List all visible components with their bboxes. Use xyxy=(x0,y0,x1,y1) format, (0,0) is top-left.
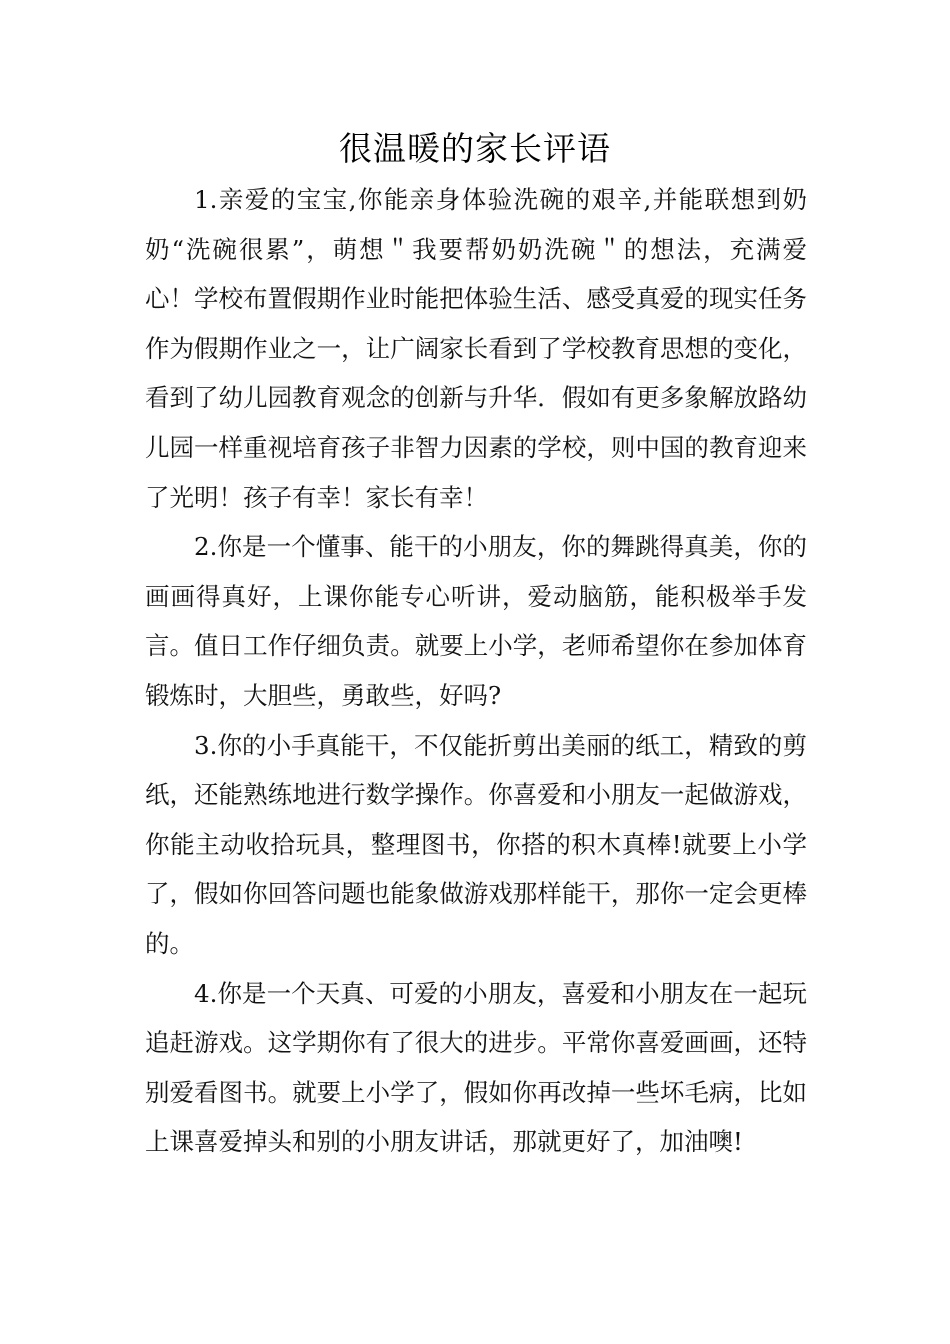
document-title: 很温暖的家长评语 xyxy=(339,129,611,168)
paragraph-1: 1.亲爱的宝宝,你能亲身体验洗碗的艰辛,并能联想到奶奶“洗碗很累”，萌想＂我要帮奶奶洗碗＂的想法，充满爱心！学校布置假期作业时能把体验生活、感受真爱的现实任务作为假期作业之一，让广阔家长看到了学校教育思想的变化，看到了幼儿园教育观念的创新与升华．假如有更多象解放路幼儿园一样重视培育孩子非智力因素的学校，则中国的教育迎来了光明！孩子有幸！家长有幸！ xyxy=(145,185,807,512)
paragraph-4: 4.你是一个天真、可爱的小朋友，喜爱和小朋友在一起玩追赶游戏。这学期你有了很大的进步。平常你喜爱画画，还特别爱看图书。就要上小学了，假如你再改掉一些坏毛病，比如上课喜爱掉头和别的小朋友讲话，那就更好了，加油噢! xyxy=(145,978,807,1157)
paragraph-2: 2.你是一个懂事、能干的小朋友，你的舞跳得真美，你的画画得真好，上课你能专心听讲，爱动脑筋，能积极举手发言。值日工作仔细负责。就要上小学，老师希望你在参加体育锻炼时，大胆些，勇敢些，好吗? xyxy=(145,532,807,710)
document-body xyxy=(145,175,807,1167)
paragraph-3: 3.你的小手真能干，不仅能折剪出美丽的纸工，精致的剪纸，还能熟练地进行数学操作。你喜爱和小朋友一起做游戏，你能主动收拾玩具，整理图书，你搭的积木真棒!就要上小学了，假如你回答问题也能象做游戏那样能干，那你一定会更棒的。 xyxy=(145,730,807,958)
